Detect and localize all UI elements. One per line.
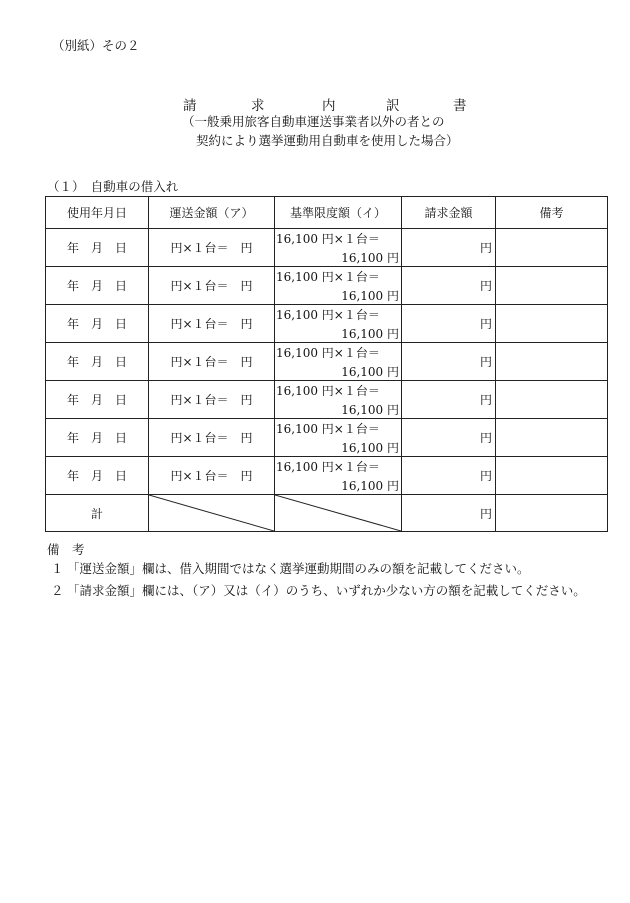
remarks-cell[interactable] <box>496 381 608 419</box>
date-cell[interactable]: 年 月 日 <box>46 381 149 419</box>
amount-cell[interactable]: 円 <box>402 267 496 305</box>
fare-cell[interactable]: 円×１台＝ 円 <box>149 457 275 495</box>
table-row <box>46 419 608 457</box>
date-cell[interactable]: 年 月 日 <box>46 457 149 495</box>
remarks-cell[interactable] <box>496 457 608 495</box>
note-number: １ <box>51 561 64 576</box>
title-char: 内 <box>322 98 336 114</box>
diagonal-slash <box>275 495 401 531</box>
table-row <box>46 267 608 305</box>
limit-slash-cell <box>275 495 402 532</box>
limit-line-1: 16,100 円×１台＝ <box>276 308 380 322</box>
limit-line-2: 16,100 円 <box>341 403 399 417</box>
limit-line-1: 16,100 円×１台＝ <box>276 232 380 246</box>
title-char: 訳 <box>386 98 400 114</box>
limit-line-2: 16,100 円 <box>341 251 399 265</box>
header-date: 使用年月日 <box>46 197 149 229</box>
limit-cell <box>275 381 402 419</box>
amount-cell[interactable]: 円 <box>402 457 496 495</box>
limit-line-1: 16,100 円×１台＝ <box>276 422 380 436</box>
remarks-cell[interactable] <box>496 419 608 457</box>
limit-cell <box>275 419 402 457</box>
table-row <box>46 229 608 267</box>
amount-cell[interactable]: 円 <box>402 419 496 457</box>
fare-cell[interactable]: 円×１台＝ 円 <box>149 343 275 381</box>
header-limit: 基準限度額（イ） <box>275 197 402 229</box>
amount-cell[interactable]: 円 <box>402 305 496 343</box>
total-label: 計 <box>46 495 149 532</box>
header-fare: 運送金額（ア） <box>149 197 275 229</box>
table-row <box>46 305 608 343</box>
date-cell[interactable]: 年 月 日 <box>46 267 149 305</box>
document-subtitle <box>182 112 459 150</box>
amount-cell[interactable]: 円 <box>402 381 496 419</box>
limit-line-1: 16,100 円×１台＝ <box>276 460 380 474</box>
section-heading: （１） 自動車の借入れ <box>47 179 179 194</box>
note-text: 「運送金額」欄は、借入期間ではなく選挙運動期間のみの額を記載してください。 <box>67 561 530 576</box>
limit-cell <box>275 343 402 381</box>
diagonal-slash <box>149 495 274 531</box>
document-title <box>183 94 467 114</box>
total-amount: 円 <box>402 495 496 532</box>
total-remarks <box>496 495 608 532</box>
fare-cell[interactable]: 円×１台＝ 円 <box>149 381 275 419</box>
limit-cell <box>275 267 402 305</box>
fare-cell[interactable]: 円×１台＝ 円 <box>149 305 275 343</box>
remarks-cell[interactable] <box>496 305 608 343</box>
table-row <box>46 457 608 495</box>
header-amount: 請求金額 <box>402 197 496 229</box>
attachment-label: （別紙）その２ <box>52 38 140 53</box>
date-cell[interactable]: 年 月 日 <box>46 229 149 267</box>
title-char: 請 <box>183 98 197 114</box>
date-cell[interactable]: 年 月 日 <box>46 305 149 343</box>
amount-cell[interactable]: 円 <box>402 229 496 267</box>
invoice-table <box>45 196 608 532</box>
fare-slash-cell <box>149 495 275 532</box>
subtitle-line-1: （一般乗用旅客自動車運送事業者以外の者との <box>182 114 445 129</box>
limit-cell <box>275 457 402 495</box>
remarks-cell[interactable] <box>496 229 608 267</box>
limit-line-1: 16,100 円×１台＝ <box>276 346 380 360</box>
remarks-cell[interactable] <box>496 267 608 305</box>
limit-line-1: 16,100 円×１台＝ <box>276 384 380 398</box>
subtitle-line-2: 契約により選挙運動用自動車を使用した場合） <box>196 133 459 148</box>
table-header-row <box>46 197 608 229</box>
limit-cell <box>275 305 402 343</box>
table-row <box>46 381 608 419</box>
header-remarks: 備考 <box>496 197 608 229</box>
limit-line-1: 16,100 円×１台＝ <box>276 270 380 284</box>
title-char: 求 <box>251 98 265 114</box>
note-number: ２ <box>51 583 64 598</box>
limit-line-2: 16,100 円 <box>341 479 399 493</box>
fare-cell[interactable]: 円×１台＝ 円 <box>149 267 275 305</box>
fare-cell[interactable]: 円×１台＝ 円 <box>149 229 275 267</box>
date-cell[interactable]: 年 月 日 <box>46 419 149 457</box>
note-text: 「請求金額」欄には、（ア）又は（イ）のうち、いずれか少ない方の額を記載してください。 <box>67 583 586 598</box>
total-row <box>46 495 608 532</box>
date-cell[interactable]: 年 月 日 <box>46 343 149 381</box>
limit-line-2: 16,100 円 <box>341 365 399 379</box>
table-row <box>46 343 608 381</box>
limit-line-2: 16,100 円 <box>341 327 399 341</box>
limit-cell <box>275 229 402 267</box>
fare-cell[interactable]: 円×１台＝ 円 <box>149 419 275 457</box>
title-char: 書 <box>453 98 467 114</box>
remarks-cell[interactable] <box>496 343 608 381</box>
notes-title: 備 考 <box>47 542 85 557</box>
amount-cell[interactable]: 円 <box>402 343 496 381</box>
limit-line-2: 16,100 円 <box>341 441 399 455</box>
limit-line-2: 16,100 円 <box>341 289 399 303</box>
